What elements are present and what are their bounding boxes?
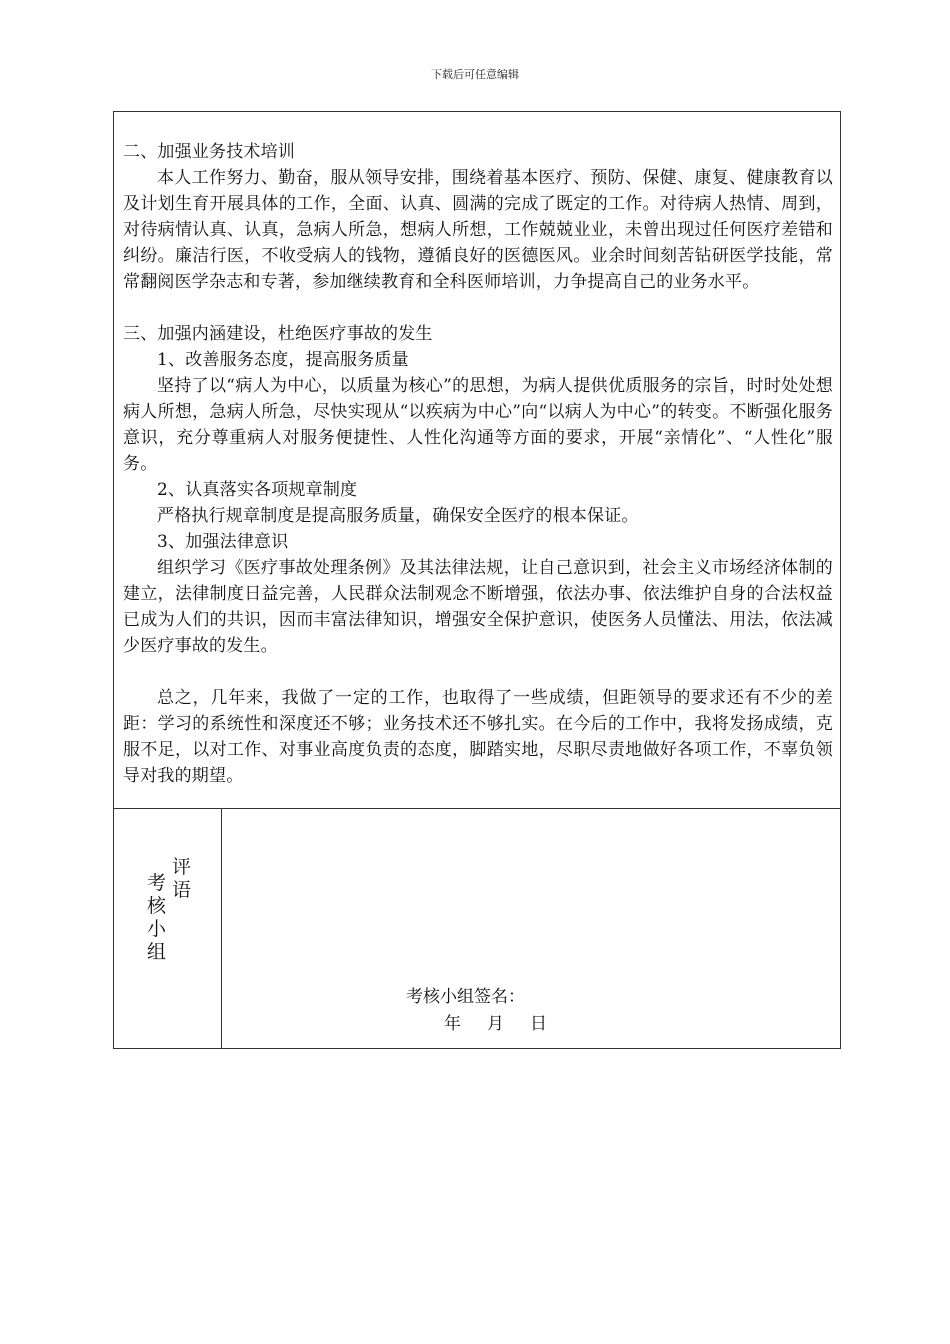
section-3-2-body: 严格执行规章制度是提高服务质量，确保安全医疗的根本保证。 [157,506,639,526]
header-note: 下载后可任意编辑 [431,68,519,81]
signature-label: 考核小组签名： [406,987,525,1007]
review-label-cell [114,809,222,1048]
section-2-title: 二、加强业务技术培训 [123,142,295,162]
summary-paragraph: 总之，几年来，我做了一定的工作，也取得了一些成绩，但距领导的要求还有不少的差距：学习的系统性和深度还不够；业务技术还不够扎实。在今后的工作中，我将发扬成绩，克服不足，以对工作、对事业高度负责的态度，脚踏实地，尽职尽责地做好各项工作，不辜负领导对我的期望。 [123,688,833,786]
date-year-label: 年 [444,1014,461,1034]
assessment-form-table [113,111,841,1049]
date-day-label: 日 [530,1014,547,1034]
review-label-group: 考核小组 [147,872,167,963]
section-3-3-title: 3、加强法律意识 [157,532,289,552]
date-month-label: 月 [487,1014,504,1034]
section-3-1-body: 坚持了以“病人为中心，以质量为核心”的思想，为病人提供优质服务的宗旨，时时处处想病人所想，急病人所急，尽快实现从“以疾病为中心”向“以病人为中心”的转变。不断强化服务意识，充分尊重病人对服务便捷性、人性化沟通等方面的要求，开展“亲情化”、“人性化”服务。 [123,376,833,474]
section-3-1-title: 1、改善服务态度，提高服务质量 [157,350,409,370]
section-3-title: 三、加强内涵建设，杜绝医疗事故的发生 [123,324,433,344]
section-2-body: 本人工作努力、勤奋，服从领导安排，围绕着基本医疗、预防、保健、康复、健康教育以及计划生育开展具体的工作，全面、认真、圆满的完成了既定的工作。对待病人热情、周到，对待病情认真、认真，急病人所急，想病人所想，工作兢兢业业，未曾出现过任何医疗差错和纠纷。廉洁行医，不收受病人的钱物，遵循良好的医德医风。业余时间刻苦钻研医学技能，常常翻阅医学杂志和专著，参加继续教育和全科医师培训，力争提高自己的业务水平。 [123,168,833,292]
work-summary-cell [114,112,840,809]
signature-date [444,1009,547,1034]
work-summary-content [123,139,833,789]
paragraph-spacer [123,295,833,321]
review-label-comment: 评语 [172,856,192,901]
section-3-2-title: 2、认真落实各项规章制度 [157,480,358,500]
section-3-3-body: 组织学习《医疗事故处理条例》及其法律法规，让自己意识到，社会主义市场经济体制的建立，法律制度日益完善，人民群众法制观念不断增强，依法办事、依法维护自身的合法权益已成为人们的共识，因而丰富法律知识，增强安全保护意识，使医务人员懂法、用法，依法减少医疗事故的发生。 [123,558,833,656]
paragraph-spacer [123,659,833,685]
